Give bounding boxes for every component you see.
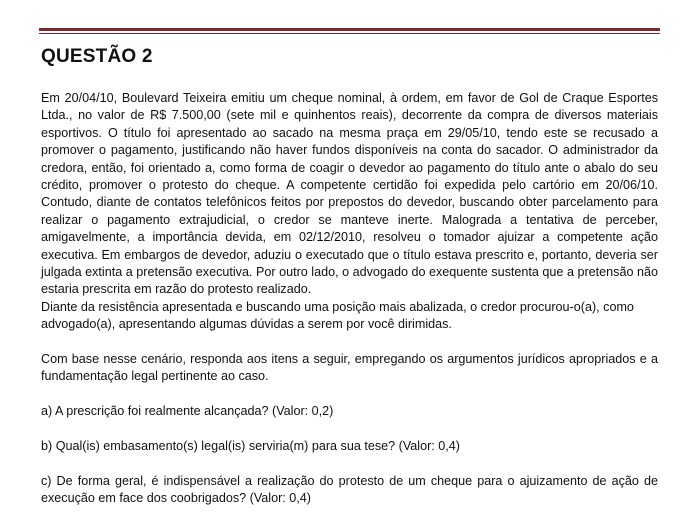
question-title: QUESTÃO 2 — [41, 46, 153, 67]
item-b: b) Qual(is) embasamento(s) legal(is) serviria(m) para sua tese? (Valor: 0,4) — [41, 439, 460, 454]
header-rule-thin — [39, 33, 660, 34]
spacer — [41, 334, 658, 351]
spacer — [41, 386, 658, 403]
instruction-paragraph: Com base nesse cenário, responda aos itens a seguir, empregando os argumentos jurídicos apropriados e a fundamentação legal pertinente ao caso. — [41, 352, 658, 384]
header-rule-thick — [39, 28, 660, 31]
item-a: a) A prescrição foi realmente alcançada? (Valor: 0,2) — [41, 404, 334, 419]
request-paragraph: Diante da resistência apresentada e buscando uma posição mais abalizada, o credor procurou-o(a), como advogado(a), apresentando algumas dúvidas a serem por você dirimidas. — [41, 299, 634, 332]
item-c: c) De forma geral, é indispensável a realização do protesto de um cheque para o ajuizamento de ação de execução em face dos coobrigados? (Valor: 0,4) — [41, 473, 658, 506]
question-body — [41, 90, 658, 508]
spacer — [41, 421, 658, 438]
scenario-paragraph: Em 20/04/10, Boulevard Teixeira emitiu um cheque nominal, à ordem, em favor de Gol de Craque Esportes Ltda., no valor de R$ 7.500,00 (sete mil e quinhentos reais), decorrente da compra de diversos materiais esportivos. O título foi apresentado ao sacado na mesma praça em 29/05/10, tendo este se recusado a promover o pagamento, justificando não haver fundos disponíveis na conta do sacador. O administrador da credora, então, foi orientado a, como forma de coagir o devedor ao pagamento do título ante o abalo do seu crédito, promover o protesto do cheque. A competente certidão foi expedida pelo cartório em 20/06/10. Contudo, diante de contatos telefônicos feitos por prepostos do devedor, buscando obter parcelamento para realizar o pagamento extrajudicial, o credor se manteve inerte. Malograda a tentativa de perceber, amigavelmente, a importância devida, em 02/12/2010, resolveu o tomador ajuizar a competente ação executiva. Em embargos de devedor, aduziu o executado que o título estava prescrito e, portanto, deveria ser julgada extinta a pretensão executiva. Por outro lado, o advogado do exequente sustenta que a pretensão não estaria prescrita em razão do protesto realizado. — [41, 91, 658, 297]
spacer — [41, 455, 658, 472]
